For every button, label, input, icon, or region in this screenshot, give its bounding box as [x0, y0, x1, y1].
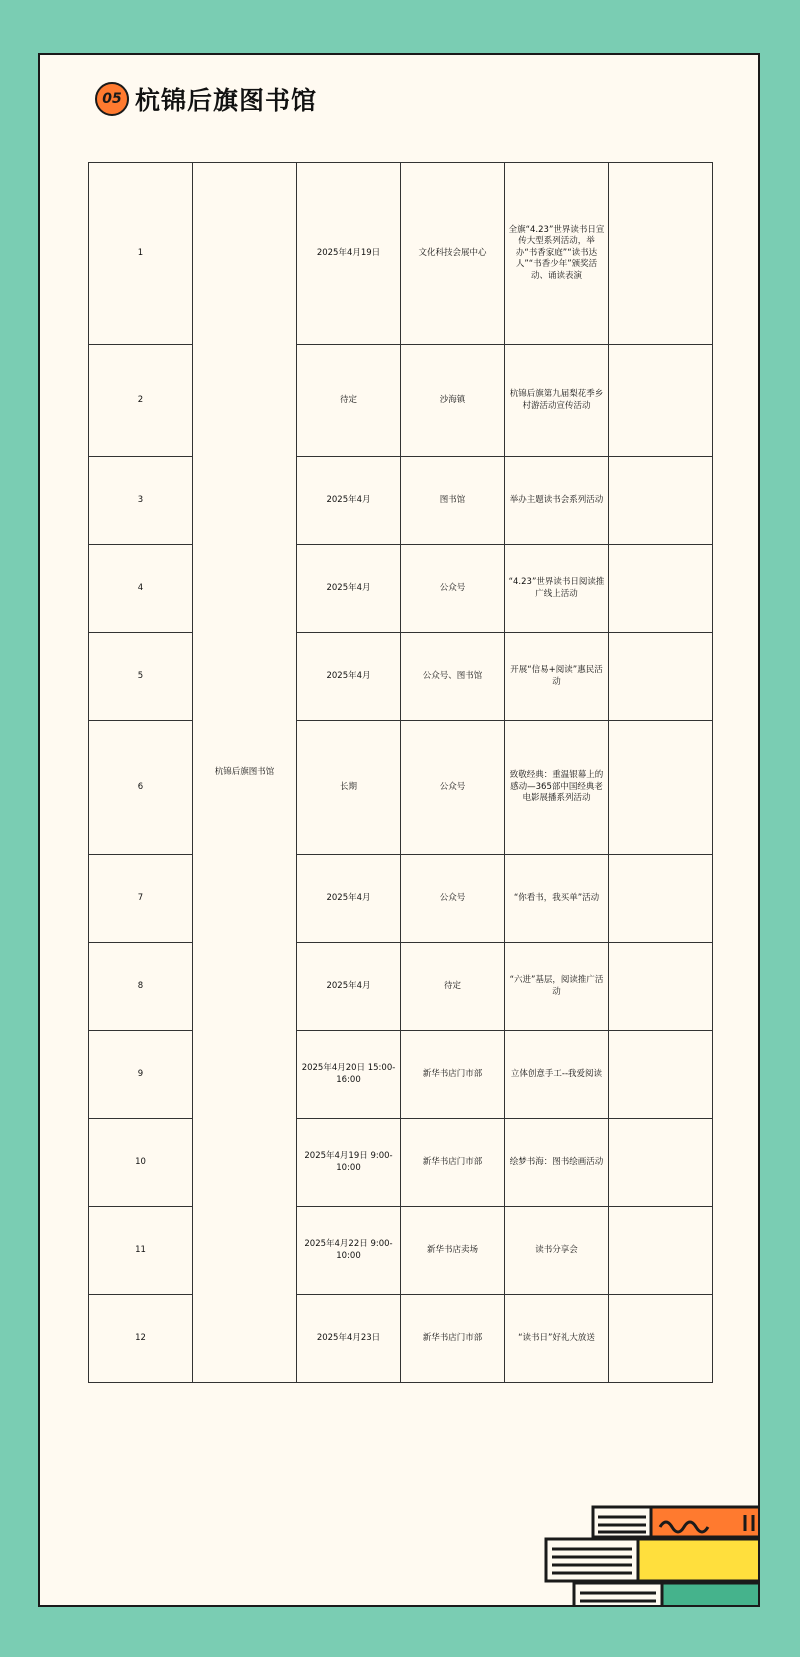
row-number-cell: 3	[89, 457, 193, 545]
table-row	[89, 633, 713, 721]
location-cell: 文化科技会展中心	[401, 163, 505, 345]
location-cell: 新华书店门市部	[401, 1119, 505, 1207]
note-cell	[609, 545, 713, 633]
document-page	[38, 53, 760, 1607]
row-number-cell: 11	[89, 1207, 193, 1295]
table-row	[89, 457, 713, 545]
note-cell	[609, 1207, 713, 1295]
table-row	[89, 545, 713, 633]
date-cell: 待定	[297, 345, 401, 457]
table-row	[89, 943, 713, 1031]
note-cell	[609, 457, 713, 545]
date-cell: 2025年4月20日 15:00-16:00	[297, 1031, 401, 1119]
table-row	[89, 721, 713, 855]
note-cell	[609, 721, 713, 855]
row-number-cell: 12	[89, 1295, 193, 1383]
note-cell	[609, 943, 713, 1031]
date-cell: 2025年4月	[297, 457, 401, 545]
row-number-cell: 2	[89, 345, 193, 457]
row-number-cell: 8	[89, 943, 193, 1031]
location-cell: 公众号、图书馆	[401, 633, 505, 721]
note-cell	[609, 633, 713, 721]
date-cell: 2025年4月22日 9:00-10:00	[297, 1207, 401, 1295]
row-number-cell: 5	[89, 633, 193, 721]
table-row	[89, 163, 713, 345]
book-second-yellow	[546, 1539, 760, 1581]
activity-cell: 读书分享会	[505, 1207, 609, 1295]
row-number-cell: 4	[89, 545, 193, 633]
note-cell	[609, 855, 713, 943]
location-cell: 公众号	[401, 721, 505, 855]
date-cell: 长期	[297, 721, 401, 855]
note-cell	[609, 1295, 713, 1383]
row-number-cell: 10	[89, 1119, 193, 1207]
location-cell: 新华书店卖场	[401, 1207, 505, 1295]
table-row	[89, 1295, 713, 1383]
table-row	[89, 345, 713, 457]
location-cell: 新华书店门市部	[401, 1031, 505, 1119]
date-cell: 2025年4月	[297, 545, 401, 633]
book-third-green	[574, 1583, 760, 1607]
location-cell: 沙海镇	[401, 345, 505, 457]
section-number-badge: 05	[95, 82, 129, 116]
activity-cell: “读书日”好礼大放送	[505, 1295, 609, 1383]
activity-cell: “4.23”世界读书日阅读推广线上活动	[505, 545, 609, 633]
activity-cell: “六进”基层，阅读推广活动	[505, 943, 609, 1031]
activity-cell: 致敬经典：重温银幕上的感动—365部中国经典老电影展播系列活动	[505, 721, 609, 855]
location-cell: 图书馆	[401, 457, 505, 545]
activity-cell: 举办主题读书会系列活动	[505, 457, 609, 545]
row-number-cell: 1	[89, 163, 193, 345]
activity-cell: 立体创意手工--我爱阅读	[505, 1031, 609, 1119]
activity-cell: 绘梦书海：图书绘画活动	[505, 1119, 609, 1207]
activity-cell: 全旗“4.23”世界读书日宣传大型系列活动，举办“书香家庭”“读书达人”“书香少年”颁奖活动、诵读表演	[505, 163, 609, 345]
activity-cell: “你看书，我买单”活动	[505, 855, 609, 943]
location-cell: 公众号	[401, 855, 505, 943]
date-cell: 2025年4月	[297, 943, 401, 1031]
page-title: 杭锦后旗图书馆	[135, 86, 318, 115]
location-cell: 公众号	[401, 545, 505, 633]
note-cell	[609, 163, 713, 345]
organizer-cell: 杭锦后旗图书馆	[193, 163, 297, 1383]
note-cell	[609, 1031, 713, 1119]
note-cell	[609, 345, 713, 457]
activity-schedule-table	[88, 162, 713, 1383]
note-cell	[609, 1119, 713, 1207]
row-number-cell: 9	[89, 1031, 193, 1119]
book-top-orange	[593, 1507, 760, 1537]
row-number-cell: 7	[89, 855, 193, 943]
location-cell: 新华书店门市部	[401, 1295, 505, 1383]
date-cell: 2025年4月	[297, 855, 401, 943]
date-cell: 2025年4月19日	[297, 163, 401, 345]
book-stack-icon	[538, 1505, 760, 1607]
date-cell: 2025年4月19日 9:00-10:00	[297, 1119, 401, 1207]
location-cell: 待定	[401, 943, 505, 1031]
table-row	[89, 1119, 713, 1207]
row-number-cell: 6	[89, 721, 193, 855]
date-cell: 2025年4月	[297, 633, 401, 721]
activity-cell: 杭锦后旗第九届梨花季乡村游活动宣传活动	[505, 345, 609, 457]
date-cell: 2025年4月23日	[297, 1295, 401, 1383]
page-header	[95, 79, 317, 119]
table-row	[89, 855, 713, 943]
activity-cell: 开展“信易+阅读”惠民活动	[505, 633, 609, 721]
table-row	[89, 1207, 713, 1295]
table-row	[89, 1031, 713, 1119]
